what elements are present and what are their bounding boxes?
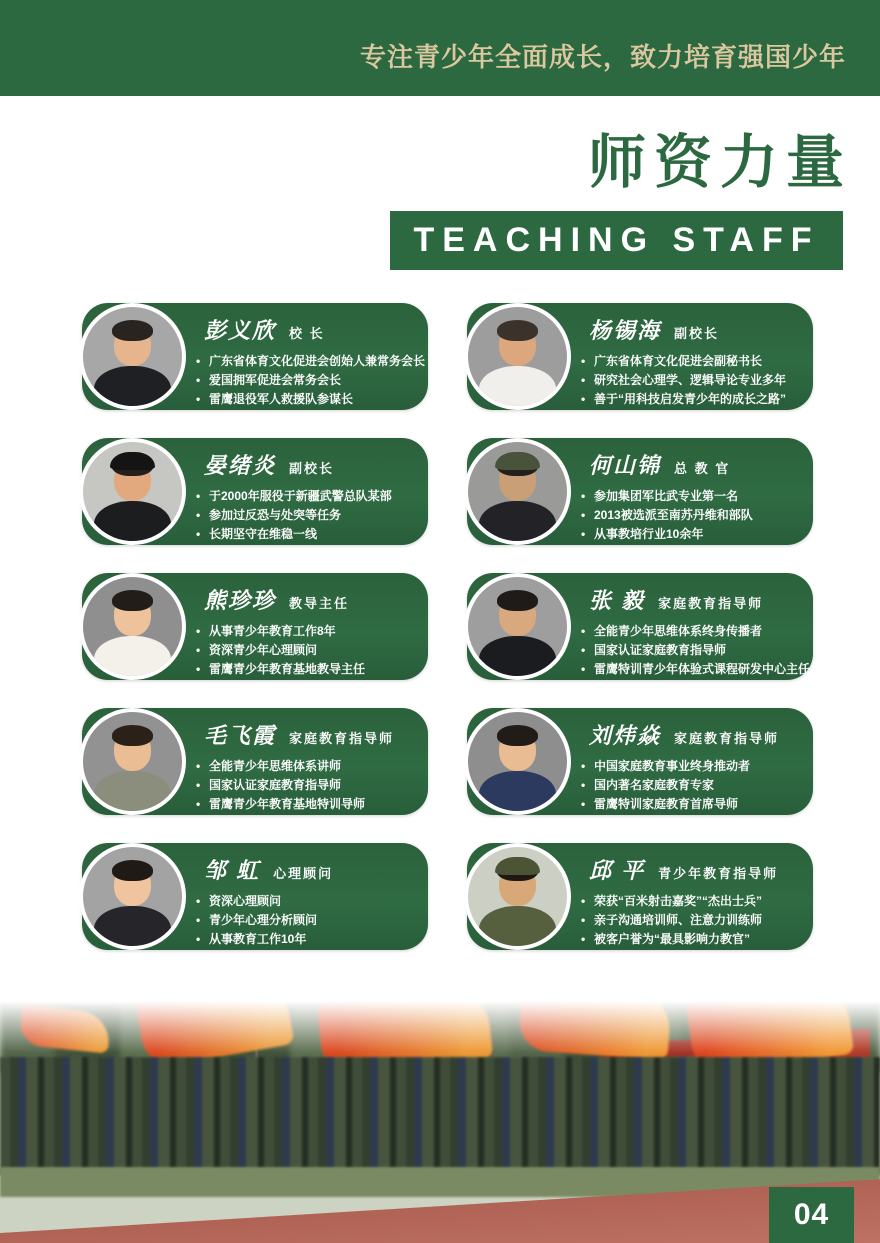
subtitle-box: [390, 211, 843, 270]
staff-role: 教导主任: [289, 596, 350, 611]
staff-photo: [464, 303, 571, 410]
staff-role: 青少年教育指导师: [658, 866, 779, 881]
staff-point: • 国内著名家庭教育专家: [579, 776, 807, 795]
staff-photo: [79, 573, 186, 680]
staff-role: 家庭教育指导师: [658, 596, 764, 611]
staff-photo: [79, 438, 186, 545]
staff-point: • 荣获“百米射击嘉奖”“杰出士兵”: [579, 892, 807, 911]
staff-role: 家庭教育指导师: [289, 731, 395, 746]
staff-point: • 参加集团军比武专业第一名: [579, 487, 807, 506]
staff-role: 副校长: [674, 326, 720, 341]
staff-name: 邹 虹: [204, 858, 261, 883]
staff-point: • 从事青少年教育工作8年: [194, 622, 422, 641]
page-title: 师资力量: [587, 130, 852, 195]
staff-card: [82, 573, 428, 680]
staff-name: 刘炜焱: [589, 723, 662, 748]
staff-point: • 于2000年服役于新疆武警总队某部: [194, 487, 422, 506]
staff-name: 何山锦: [589, 453, 662, 478]
staff-point: • 全能青少年思维体系终身传播者: [579, 622, 807, 641]
staff-point: • 中国家庭教育事业终身推动者: [579, 757, 807, 776]
staff-point: • 善于“用科技启发青少年的成长之路”: [579, 390, 807, 409]
staff-point: • 研究社会心理学、逻辑导论专业多年: [579, 371, 807, 390]
staff-point: • 从事教培行业10余年: [579, 525, 807, 544]
staff-point: • 雷鹰青少年教育基地特训导师: [194, 795, 422, 814]
staff-card: [467, 843, 813, 950]
staff-photo: [464, 573, 571, 680]
staff-point: • 全能青少年思维体系讲师: [194, 757, 422, 776]
staff-name: 彭义欣: [204, 318, 277, 343]
staff-point: • 雷鹰退役军人救援队参谋长: [194, 390, 422, 409]
staff-point: • 参加过反恐与处突等任务: [194, 506, 422, 525]
staff-point: • 从事教育工作10年: [194, 930, 422, 949]
staff-card: [82, 843, 428, 950]
staff-role: 心理顾问: [273, 866, 334, 881]
staff-point: • 资深心理顾问: [194, 892, 422, 911]
staff-photo: [79, 303, 186, 410]
staff-photo: [79, 708, 186, 815]
staff-point: • 亲子沟通培训师、注意力训练师: [579, 911, 807, 930]
staff-role: 校 长: [289, 326, 325, 341]
staff-role: 家庭教育指导师: [674, 731, 780, 746]
staff-point: • 资深青少年心理顾问: [194, 641, 422, 660]
staff-name: 晏绪炎: [204, 453, 277, 478]
page-number-badge: 04: [769, 1187, 854, 1243]
staff-point: • 雷鹰特训家庭教育首席导师: [579, 795, 807, 814]
staff-photo: [79, 843, 186, 950]
students-crowd: [0, 1057, 880, 1175]
staff-point: • 长期坚守在维稳一线: [194, 525, 422, 544]
staff-point: • 雷鹰青少年教育基地教导主任: [194, 660, 422, 679]
staff-photo: [464, 438, 571, 545]
staff-name: 邱 平: [589, 858, 646, 883]
staff-card: [467, 708, 813, 815]
staff-role: 总 教 官: [674, 461, 731, 476]
staff-point: • 国家认证家庭教育指导师: [194, 776, 422, 795]
staff-card: [467, 573, 813, 680]
staff-card: [82, 438, 428, 545]
white-fade: [0, 995, 880, 1053]
staff-role: 副校长: [289, 461, 335, 476]
staff-name: 熊珍珍: [204, 588, 277, 613]
staff-point: • 广东省体育文化促进会创始人兼常务会长: [194, 352, 422, 371]
subtitle-text: TEACHING STAFF: [413, 221, 820, 259]
staff-card: [467, 438, 813, 545]
staff-point: • 国家认证家庭教育指导师: [579, 641, 807, 660]
staff-card: [82, 708, 428, 815]
slogan-text: 专注青少年全面成长，致力培育强国少年: [359, 41, 846, 72]
staff-point: • 雷鹰特训青少年体验式课程研发中心主任: [579, 660, 807, 679]
staff-photo: [464, 843, 571, 950]
staff-name: 杨锡海: [589, 318, 662, 343]
staff-point: • 爱国拥军促进会常务会长: [194, 371, 422, 390]
staff-name: 毛飞霞: [204, 723, 277, 748]
staff-point: • 2013被选派至南苏丹维和部队: [579, 506, 807, 525]
staff-name: 张 毅: [589, 588, 646, 613]
staff-card: [82, 303, 428, 410]
staff-photo: [464, 708, 571, 815]
top-banner: [0, 0, 880, 96]
staff-card: [467, 303, 813, 410]
staff-point: • 被客户誉为“最具影响力教官”: [579, 930, 807, 949]
training-photo: [0, 995, 880, 1243]
staff-point: • 广东省体育文化促进会副秘书长: [579, 352, 807, 371]
staff-point: • 青少年心理分析顾问: [194, 911, 422, 930]
